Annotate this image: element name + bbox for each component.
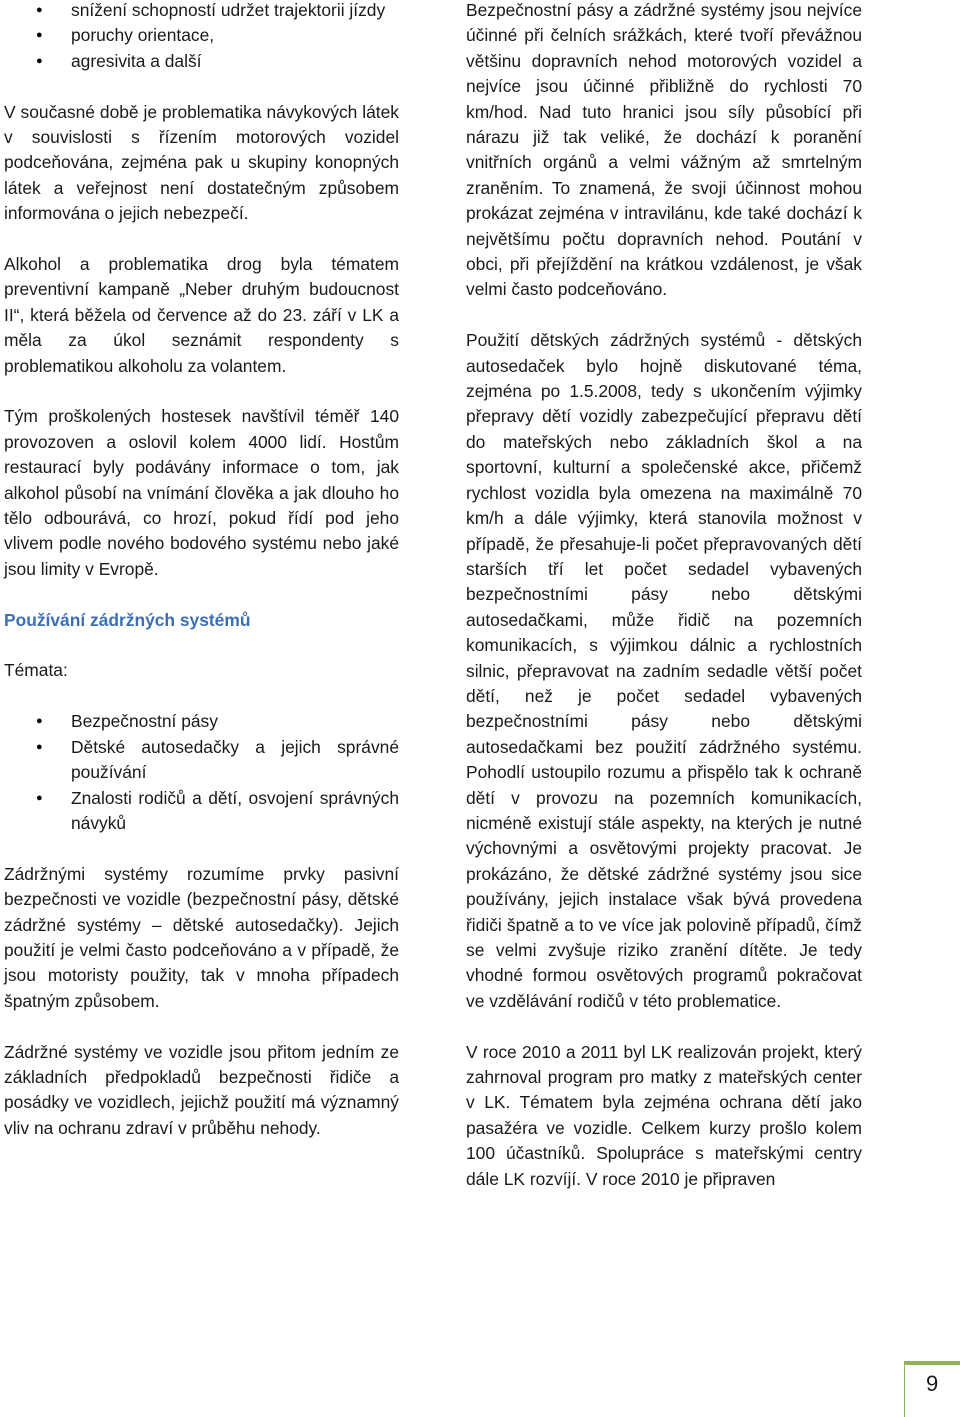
paragraph: Alkohol a problematika drog byla tématem preventivní kampaně „Neber druhým budoucnost II“, která běžela od července až do 23. září v LK a měla za úkol seznámit respondenty s problematikou alkoholu za volantem.	[4, 254, 399, 376]
list-item: ● Bezpečnostní pásy	[4, 709, 399, 734]
list-item: ● snížení schopností udržet trajektorii jízdy	[4, 0, 399, 23]
topics-bullet-list	[4, 709, 399, 836]
paragraph: Použití dětských zádržných systémů - dětských autosedaček bylo hojně diskutované téma, zejména po 1.5.2008, tedy s ukončením výjimky přepravy dětí vozidly zabezpečující přepravu dětí do mateřských nebo základních škol a na sportovní, kulturní a společenské akce, přičemž rychlost vozidla byla omezena na maximálně 70 km/h a dále výjimky, která stanovila možnost v případě, že přesahuje-li počet přepravovaných dětí starších tří let počet sedadel vybavených bezpečnostními pásy nebo dětskými autosedačkami, může řidič na pozemních komunikacích, s výjimkou dálnic a rychlostních silnic, přepravovat na zadním sedadle větší počet dětí, než je počet sedadel vybavených bezpečnostními pásy nebo dětskými autosedačkami bez použití zádržného systému. Pohodlí ustoupilo rozumu a přispělo tak k ochraně dětí v provozu na pozemních komunikacích, nicméně existují stále aspekty, na kterých je nutné výchovnými a osvětovými projekty pracovat. Je prokázáno, že dětské zádržné systémy jsou sice používány, jejich instalace však bývá provedena řidiči špatně a to ve více jak polovině případů, čímž se velmi zvyšuje riziko zranění dítěte. Je tedy vhodné formou osvětových programů pokračovat ve vzdělávání rodičů v této problematice.	[466, 330, 862, 1011]
paragraph: V současné době je problematika návykových látek v souvislosti s řízením motorových vozidel podceňována, zejména pak u skupiny konopných látek a veřejnost není dostatečným způsobem informována o jejich nebezpečí.	[4, 101, 399, 224]
right-column	[466, 0, 862, 1192]
paragraph: Zádržné systémy ve vozidle jsou přitom jedním ze základních předpokladů bezpečnosti řidiče a posádky ve vozidlech, jejichž použití má významný vliv na ochranu zdraví v průběhu nehody.	[4, 1041, 399, 1138]
paragraph: Bezpečnostní pásy a zádržné systémy jsou nejvíce účinné při čelních srážkách, které tvoří převážnou většinu dopravních nehod motorových vozidel a nejvíce jsou účinné přibližně do rychlosti 70 km/hod. Nad tuto hranici jsou síly působící při nárazu již tak veliké, že dochází k poranění vnitřních orgánů a velmi vážným až smrtelným zraněním. To znamená, že svoji účinnost mohou prokázat zejména v intravilánu, kde také dochází k největšímu počtu dopravních nehod. Poutání v obci, při přejíždění na krátkou vzdálenost, je však velmi často podceňováno.	[466, 0, 862, 300]
list-item: ● Dětské autosedačky a jejich správné používání	[4, 735, 399, 786]
page-number: 9	[926, 1371, 939, 1396]
paragraph: Zádržnými systémy rozumíme prvky pasivní bezpečnosti ve vozidle (bezpečnostní pásy, dětské zádržné systémy – dětské autosedačky). Jejich použití je velmi často podceňováno a v případě, že jsou motoristy použity, tak v mnoha případech špatným způsobem.	[4, 863, 399, 1011]
list-item: ● agresivita a další	[4, 49, 399, 74]
left-column	[4, 0, 399, 1141]
topics-label: Témata:	[4, 660, 68, 681]
list-item: ● poruchy orientace,	[4, 23, 399, 48]
paragraph: V roce 2010 a 2011 byl LK realizován projekt, který zahrnoval program pro matky z mateřských center v LK. Tématem byla zejména ochrana dětí jako pasažéra ve vozidle. Celkem kurzy prošlo kolem 100 účastníků. Spolupráce s mateřskými centry dále LK rozvíjí. V roce 2010 je připraven	[466, 1041, 862, 1189]
top-bullet-list	[4, 0, 399, 74]
footer-accent-bar	[904, 1361, 960, 1365]
page-footer	[904, 1361, 960, 1417]
list-item: ● Znalosti rodičů a dětí, osvojení správných návyků	[4, 786, 399, 837]
footer-accent-line	[904, 1365, 905, 1417]
paragraph: Tým proškolených hostesek navštívil téměř 140 provozoven a oslovil kolem 4000 lidí. Hostům restaurací byly podávány informace o tom, jak alkohol působí na vnímání člověka a jak dlouho ho tělo odbourává, co hrozí, pokud řídí pod jeho vlivem podle nového bodového systému nebo jaké jsou limity v Evropě.	[4, 406, 399, 579]
section-heading: Používání zádržných systémů	[4, 609, 251, 630]
